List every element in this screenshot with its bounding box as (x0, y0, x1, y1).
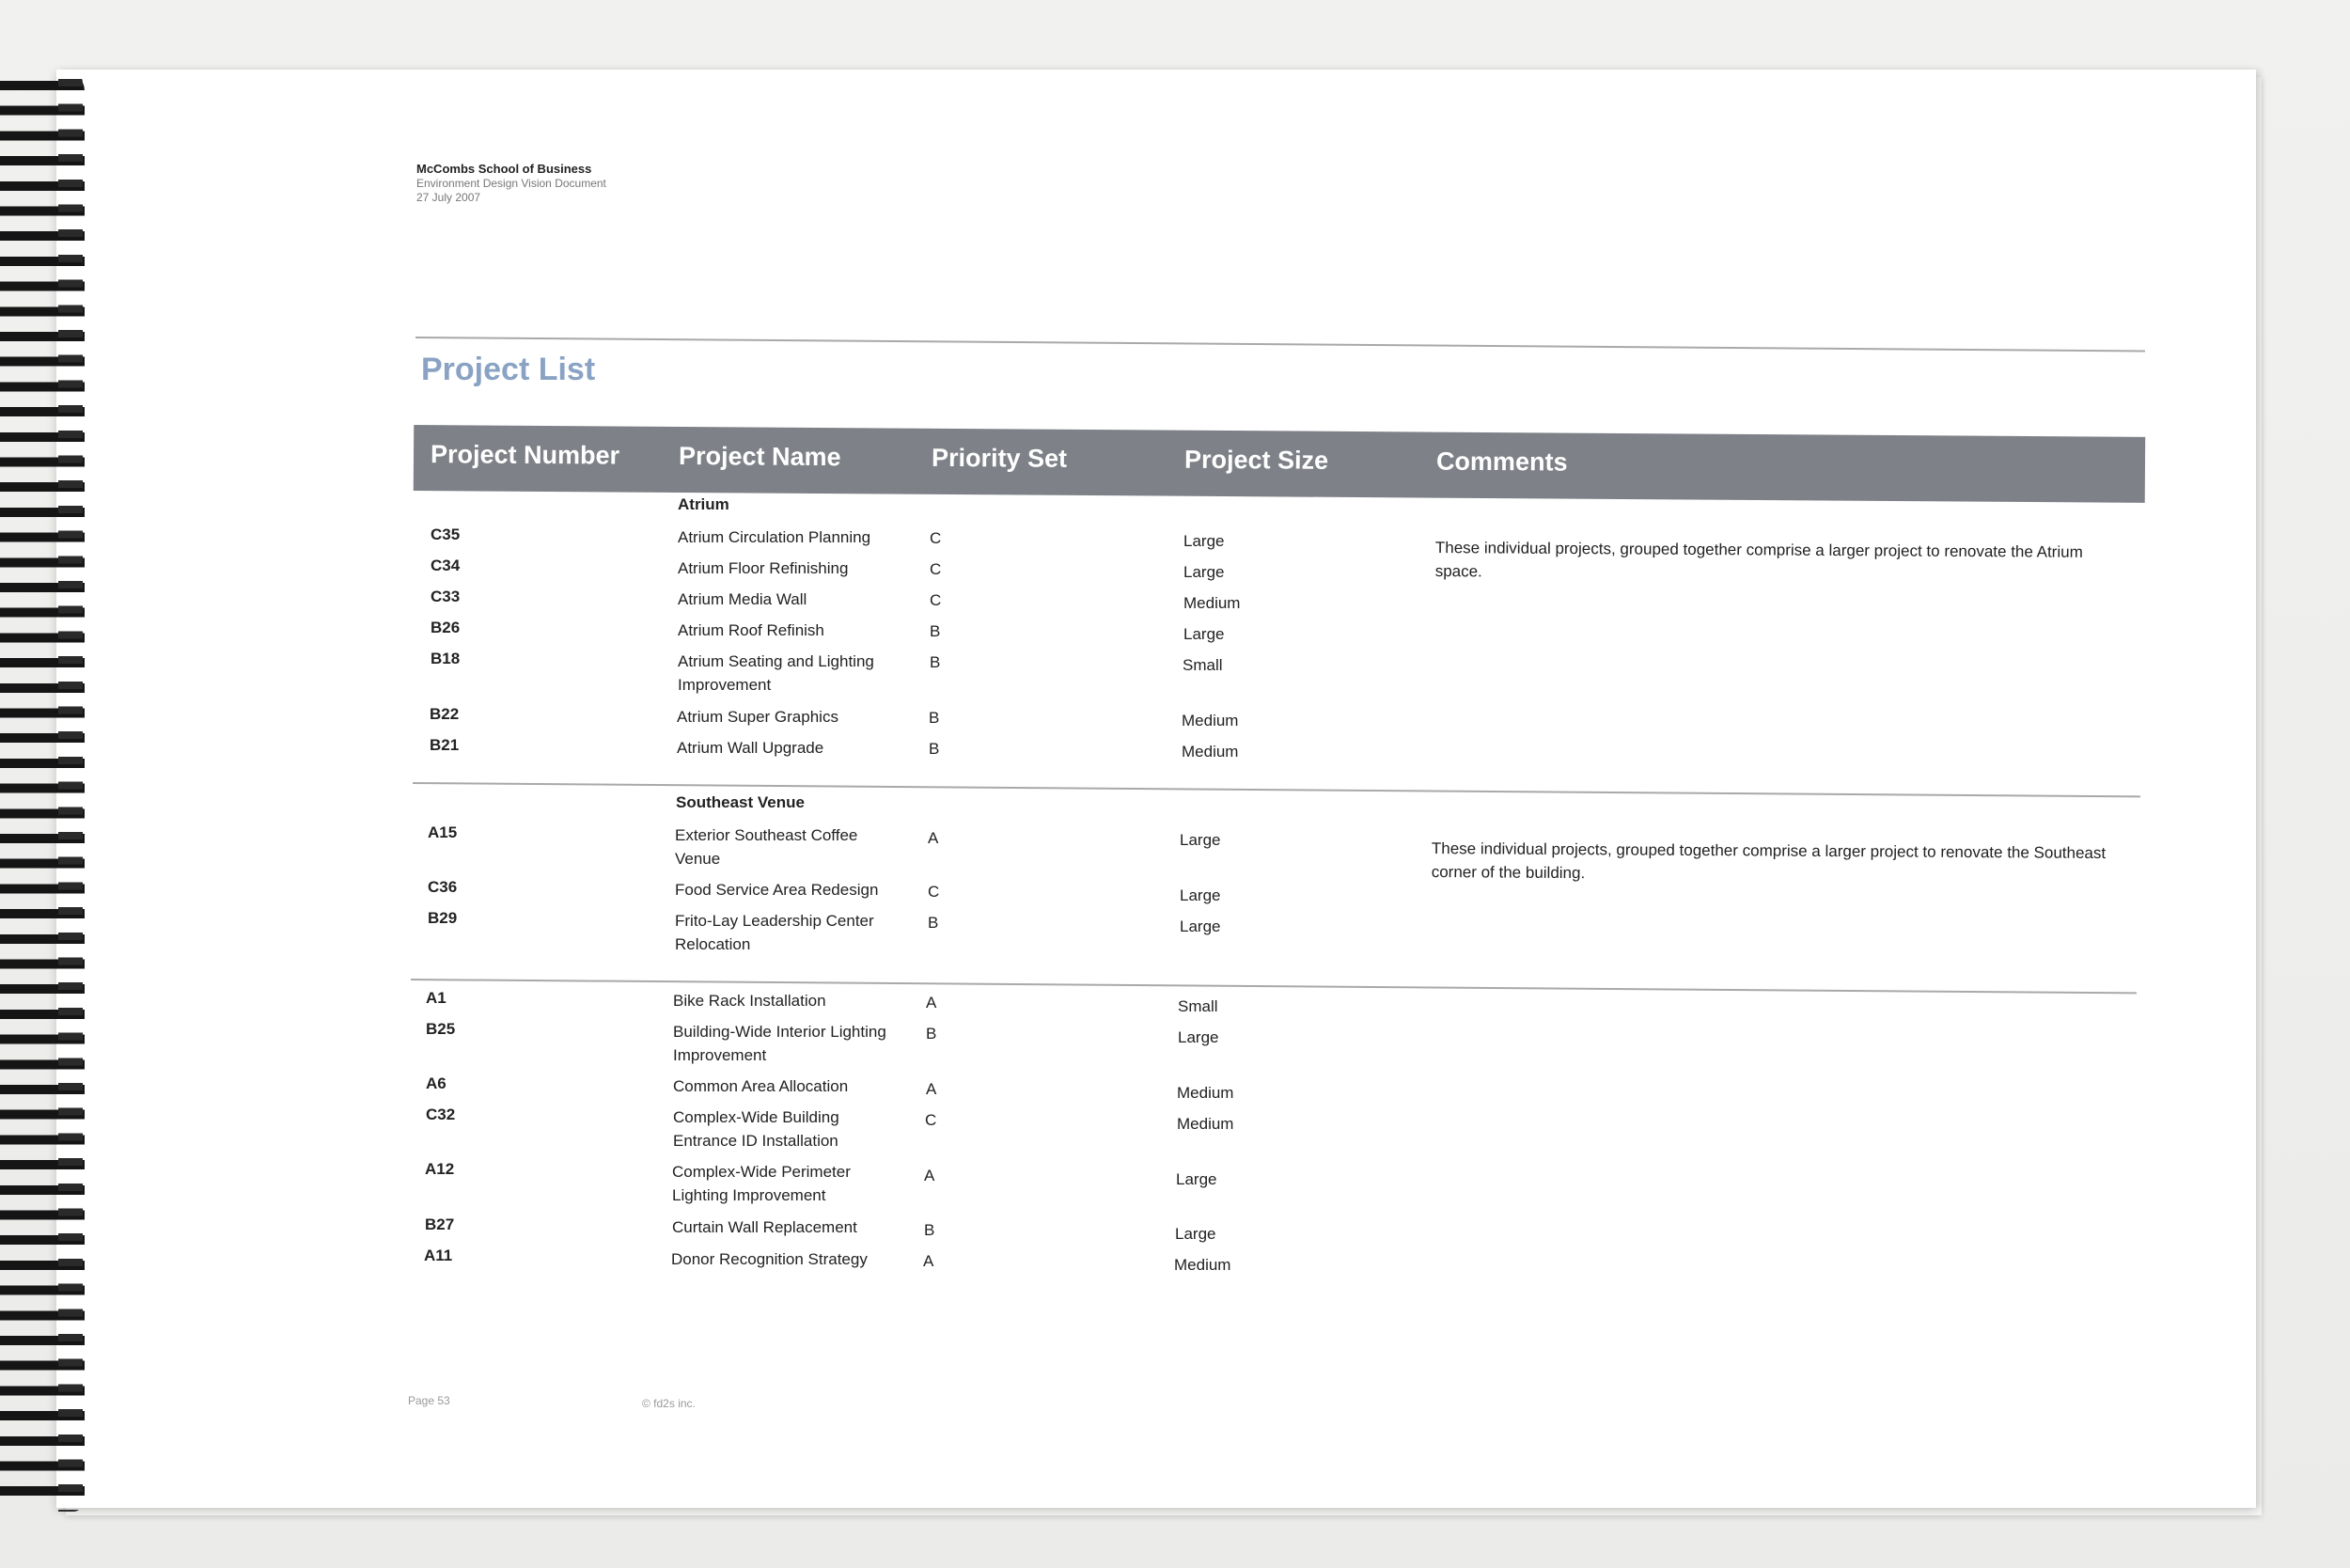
priority-set: B (930, 653, 941, 671)
column-header-project-number: Project Number (430, 440, 620, 470)
priority-set: C (930, 560, 942, 578)
copyright: © fd2s inc. (642, 1397, 696, 1410)
project-name-line1: Complex-Wide Perimeter (672, 1163, 851, 1181)
page-title: Project List (421, 352, 596, 387)
project-number: A12 (425, 1160, 455, 1178)
project-size: Large (1183, 563, 1225, 581)
document-date: 27 July 2007 (416, 191, 481, 204)
project-size: Large (1178, 1028, 1219, 1046)
page-number: Page 53 (408, 1394, 450, 1407)
project-size: Large (1180, 831, 1221, 849)
project-name: Curtain Wall Replacement (672, 1218, 857, 1236)
group-label-southeast-venue: Southeast Venue (676, 793, 805, 811)
project-number: A1 (426, 989, 446, 1007)
project-size: Large (1175, 1225, 1216, 1243)
project-name-line1: Complex-Wide Building (673, 1108, 839, 1126)
project-size: Large (1180, 886, 1221, 904)
project-size: Large (1180, 917, 1221, 935)
project-size: Large (1176, 1170, 1217, 1188)
project-size: Medium (1177, 1115, 1234, 1133)
priority-set: A (926, 1080, 937, 1098)
project-name-line1: Frito-Lay Leadership Center (675, 912, 874, 930)
project-name: Donor Recognition Strategy (671, 1250, 868, 1268)
project-number: C33 (431, 588, 461, 605)
project-size: Medium (1182, 712, 1239, 729)
project-number: B29 (428, 909, 458, 927)
priority-set: C (928, 883, 940, 901)
project-number: B21 (430, 736, 460, 754)
project-name-line2: Improvement (673, 1046, 767, 1064)
priority-set: C (930, 529, 942, 547)
project-name: Atrium Roof Refinish (678, 621, 824, 639)
project-number: B27 (425, 1215, 455, 1233)
project-number: A15 (428, 823, 458, 841)
group-label-atrium: Atrium (678, 495, 729, 513)
priority-set: B (928, 914, 939, 932)
column-header-project-name: Project Name (678, 441, 841, 472)
priority-set: B (926, 1025, 937, 1043)
project-size: Medium (1174, 1256, 1231, 1274)
project-name-line2: Improvement (678, 676, 772, 694)
project-name-line1: Exterior Southeast Coffee (675, 826, 858, 844)
project-name: Atrium Super Graphics (677, 708, 838, 726)
project-size: Large (1183, 532, 1225, 550)
project-number: A6 (426, 1074, 446, 1092)
project-name: Bike Rack Installation (673, 992, 826, 1010)
project-name-line2: Entrance ID Installation (673, 1132, 838, 1150)
project-name: Atrium Circulation Planning (678, 528, 871, 546)
project-size: Medium (1177, 1084, 1234, 1102)
table-header (414, 425, 2145, 503)
project-size: Medium (1183, 594, 1241, 612)
document-title: Environment Design Vision Document (416, 177, 606, 190)
project-name: Atrium Floor Refinishing (678, 559, 849, 577)
priority-set: B (929, 740, 940, 758)
group-comment: These individual projects, grouped together comprise a larger project to renovate the Atrium space. (1434, 538, 2083, 581)
priority-set: C (930, 591, 942, 609)
project-name-line1: Atrium Seating and Lighting (678, 652, 874, 670)
priority-set: A (924, 1167, 935, 1184)
project-number: C36 (428, 878, 458, 896)
group-comment: These individual projects, grouped together comprise a larger project to renovate the Southeast corner of the building. (1431, 839, 2107, 883)
column-header-comments: Comments (1435, 447, 1568, 477)
priority-set: A (926, 994, 937, 1011)
project-size: Medium (1182, 743, 1239, 760)
project-name-line1: Building-Wide Interior Lighting (673, 1023, 886, 1041)
project-number: C32 (426, 1105, 456, 1123)
project-size: Small (1183, 656, 1223, 674)
project-size: Large (1183, 625, 1225, 643)
project-name: Common Area Allocation (673, 1077, 849, 1095)
project-number: B25 (426, 1020, 456, 1038)
priority-set: B (924, 1221, 935, 1239)
priority-set: B (929, 709, 940, 727)
project-number: B18 (431, 650, 461, 667)
project-number: A11 (424, 1247, 453, 1264)
project-number: B22 (430, 705, 460, 723)
school-name: McCombs School of Business (416, 162, 592, 176)
document-header (416, 162, 606, 205)
project-number: C34 (431, 557, 461, 574)
project-name-line2: Venue (675, 850, 721, 868)
priority-set: A (923, 1252, 934, 1270)
priority-set: C (925, 1111, 937, 1129)
project-name: Atrium Wall Upgrade (677, 739, 824, 757)
column-header-project-size: Project Size (1183, 445, 1329, 475)
priority-set: B (930, 622, 941, 640)
spiral-binding-inner (58, 73, 83, 1512)
project-name: Food Service Area Redesign (675, 881, 879, 899)
project-size: Small (1178, 997, 1218, 1015)
project-number: C35 (431, 525, 461, 543)
project-number: B26 (431, 619, 461, 636)
project-name-line2: Lighting Improvement (672, 1186, 826, 1204)
project-name: Atrium Media Wall (678, 590, 807, 608)
column-header-priority-set: Priority Set (931, 443, 1068, 473)
project-name-line2: Relocation (675, 935, 751, 953)
priority-set: A (928, 829, 939, 847)
